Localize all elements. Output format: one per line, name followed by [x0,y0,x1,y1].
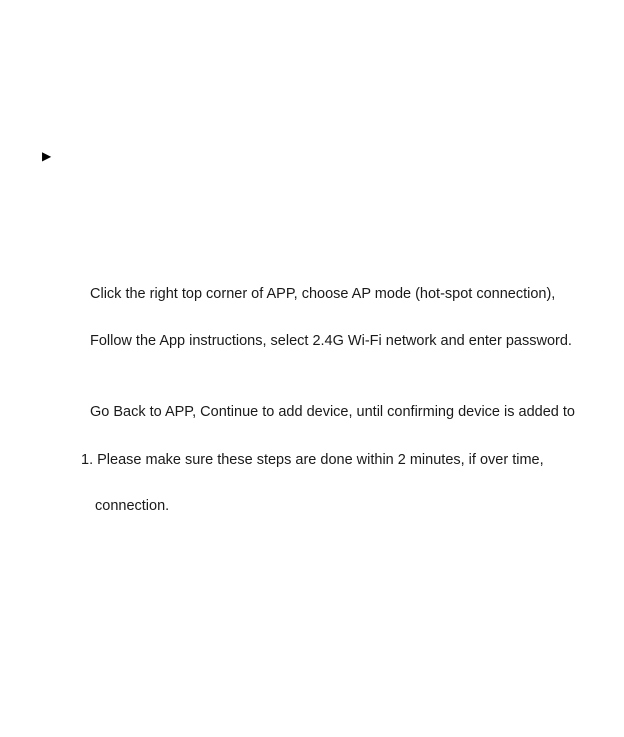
triangle-bullet-icon: ▶ [42,149,52,163]
instruction-line-ap-mode: Click the right top corner of APP, choose AP mode (hot-spot connection), [90,286,556,302]
instruction-line-add-device: Go Back to APP, Continue to add device, until confirming device is added to [90,404,575,420]
instruction-line-connection: connection. [95,498,170,514]
instruction-line-wifi-password: Follow the App instructions, select 2.4G Wi-Fi network and enter password. [90,333,572,349]
instruction-line-time-limit: 1. Please make sure these steps are done within 2 minutes, if over time, [81,452,544,468]
